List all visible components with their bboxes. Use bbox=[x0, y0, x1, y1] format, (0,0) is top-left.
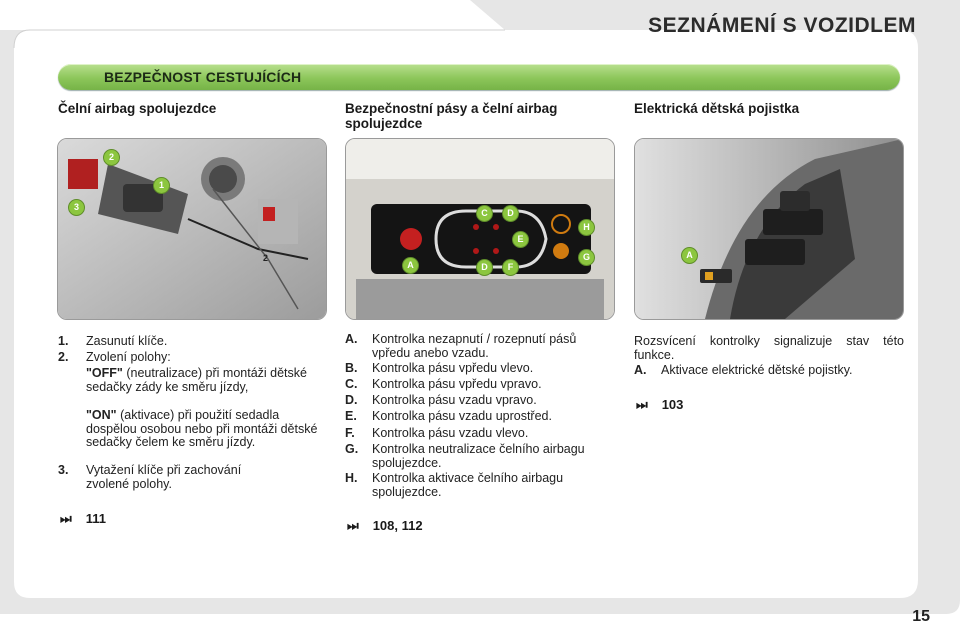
col1-item-off bbox=[86, 367, 326, 394]
item-label: 3. bbox=[58, 463, 69, 477]
col1-item-on bbox=[86, 409, 326, 450]
item-text: Kontrolka pásu vpředu vlevo. bbox=[372, 361, 534, 375]
item-text: Vytažení klíče při zachování zvolené polohy. bbox=[86, 463, 242, 491]
col3-page-reference bbox=[636, 397, 683, 413]
item-label: B. bbox=[345, 361, 358, 375]
col1-page-reference bbox=[60, 511, 106, 527]
item-text: Kontrolka pásu vzadu vlevo. bbox=[372, 426, 529, 440]
item-label: C. bbox=[345, 377, 358, 391]
col2-item-b bbox=[345, 362, 617, 376]
item-text: (aktivace) při použití sedadla dospělou osobou nebo při montáži dětské sedačky čelem ke směru jízdy. bbox=[86, 408, 318, 449]
col2-item-f bbox=[345, 427, 617, 441]
image-label-2b: 2 bbox=[262, 253, 268, 263]
item-label: 1. bbox=[58, 334, 69, 348]
item-label: G. bbox=[345, 442, 359, 456]
item-label: F. bbox=[345, 426, 355, 440]
item-text: Kontrolka aktivace čelního airbagu spolujezdce. bbox=[372, 471, 564, 499]
ref-number: 108, 112 bbox=[372, 518, 423, 533]
col2-title: Bezpečnostní pásy a čelní airbag spolujezdce bbox=[345, 101, 558, 131]
item-label: D. bbox=[345, 393, 358, 407]
image-label-3: 3 bbox=[68, 199, 85, 216]
seatbelt-warning-display-photo bbox=[345, 138, 615, 320]
next-page-icon: ⏭ bbox=[60, 511, 72, 526]
image-label-2: 2 bbox=[103, 149, 120, 166]
page-number: 15 bbox=[912, 608, 930, 625]
item-text: Zasunutí klíče. bbox=[86, 334, 168, 348]
image-label-e: E bbox=[512, 231, 529, 248]
airbag-key-switch-photo bbox=[57, 138, 327, 320]
col2-item-c bbox=[345, 378, 617, 392]
section-title: BEZPEČNOST CESTUJÍCÍCH bbox=[104, 69, 302, 85]
image-label-f: F bbox=[502, 259, 519, 276]
col2-item-h bbox=[345, 472, 617, 499]
image-label-1: 1 bbox=[153, 177, 170, 194]
image-label-c: C bbox=[476, 205, 493, 222]
image-label-d2: D bbox=[476, 259, 493, 276]
item-label: "ON" bbox=[86, 408, 117, 422]
ref-number: 111 bbox=[85, 511, 106, 526]
item-text: Kontrolka pásu vpředu vpravo. bbox=[372, 377, 542, 391]
next-page-icon: ⏭ bbox=[636, 397, 648, 412]
ref-number: 103 bbox=[661, 397, 684, 412]
item-text: Kontrolka pásu vzadu uprostřed. bbox=[372, 409, 552, 423]
page-title: SEZNÁMENÍ S VOZIDLEM bbox=[648, 14, 916, 37]
seatbelt-display-illustration bbox=[346, 139, 614, 319]
col3-title: Elektrická dětská pojistka bbox=[634, 101, 800, 116]
item-text: Aktivace elektrické dětské pojistky. bbox=[661, 363, 853, 377]
image-label-h: H bbox=[578, 219, 595, 236]
col2-item-a bbox=[345, 333, 617, 360]
col2-item-d bbox=[345, 394, 617, 408]
item-text: Kontrolka nezapnutí / rozepnutí pásů vpředu anebo vzadu. bbox=[372, 332, 577, 360]
col3-item-a bbox=[634, 364, 904, 378]
next-page-icon: ⏭ bbox=[347, 518, 359, 533]
item-text: Zvolení polohy: bbox=[86, 350, 171, 364]
image-label-a: A bbox=[681, 247, 698, 264]
item-text: Kontrolka neutralizace čelního airbagu spolujezdce. bbox=[372, 442, 585, 470]
col1-title: Čelní airbag spolujezdce bbox=[58, 101, 217, 116]
image-label-d: D bbox=[502, 205, 519, 222]
col2-page-reference bbox=[347, 518, 423, 534]
col2-item-e bbox=[345, 410, 617, 424]
image-label-a: A bbox=[402, 257, 419, 274]
item-label: A. bbox=[634, 363, 647, 377]
item-text: Kontrolka pásu vzadu vpravo. bbox=[372, 393, 537, 407]
window-switch-panel-photo bbox=[634, 138, 904, 320]
item-label: "OFF" bbox=[86, 366, 123, 380]
window-switch-illustration bbox=[635, 139, 903, 319]
col1-item-1 bbox=[58, 335, 326, 349]
item-label: 2. bbox=[58, 350, 69, 364]
item-label: E. bbox=[345, 409, 357, 423]
col3-intro: Rozsvícení kontrolky signalizuje stav této funkce. bbox=[634, 334, 904, 362]
col1-item-3 bbox=[58, 464, 326, 491]
airbag-key-switch-illustration bbox=[58, 139, 326, 319]
col2-item-g bbox=[345, 443, 617, 470]
item-label: A. bbox=[345, 332, 358, 346]
item-text: (neutralizace) při montáži dětské sedačky zády ke směru jízdy, bbox=[86, 366, 307, 394]
item-label: H. bbox=[345, 471, 358, 485]
image-label-g: G bbox=[578, 249, 595, 266]
col1-item-2 bbox=[58, 351, 326, 365]
